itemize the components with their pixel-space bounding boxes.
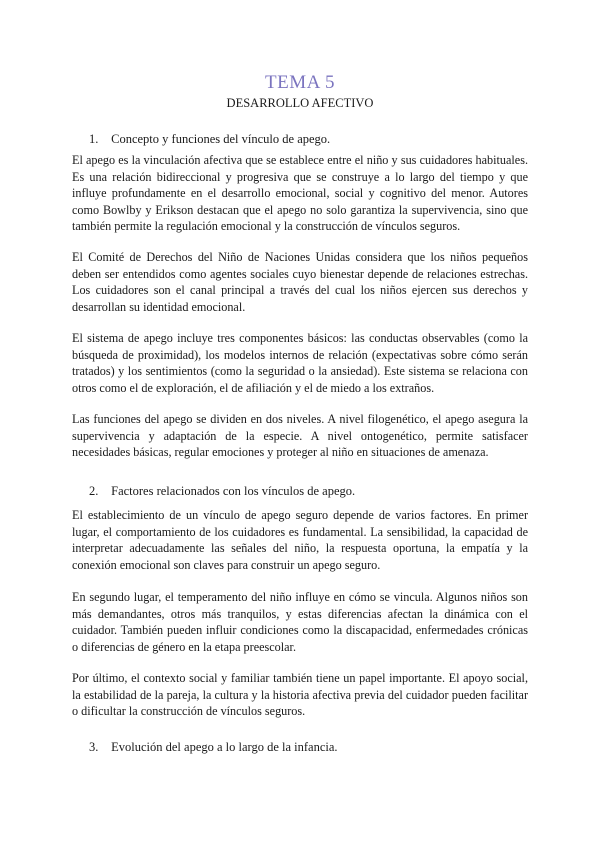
paragraph: El Comité de Derechos del Niño de Naciones Unidas considera que los niños pequeños deben ser entendidos como agentes sociales cuyo bienestar depende de relaciones estrechas. Los cuidadores son el canal principal a través del cual los niños ejercen sus derechos y desarrollan su identidad emocional. <box>72 250 528 314</box>
section-heading-text: Factores relacionados con los vínculos de apego. <box>111 484 356 498</box>
section-heading-3 <box>89 740 338 755</box>
document-subtitle: DESARROLLO AFECTIVO <box>226 96 374 110</box>
section-number: 2. <box>89 484 99 498</box>
document-title: TEMA 5 <box>264 72 336 93</box>
paragraph: El apego es la vinculación afectiva que se establece entre el niño y sus cuidadores habituales. Es una relación bidireccional y progresiva que se construye a lo largo del tiempo y que influye profundamente en el desarrollo emocional, social y cognitivo del menor. Autores como Bowlby y Erikson destacan que el apego no solo garantiza la supervivencia, sino que también permite la regulación emocional y la construcción de vínculos seguros. <box>72 153 528 233</box>
paragraph: Las funciones del apego se dividen en dos niveles. A nivel filogenético, el apego asegura la supervivencia y adaptación de la especie. A nivel ontogenético, permite satisfacer necesidades básicas, regular emociones y proteger al niño en situaciones de amenaza. <box>72 412 528 459</box>
section-number: 3. <box>89 740 99 754</box>
section-heading-1 <box>89 132 330 147</box>
paragraph: Por último, el contexto social y familiar también tiene un papel importante. El apoyo social, la estabilidad de la pareja, la cultura y la historia afectiva previa del cuidador pueden facilitar o dificultar la construcción de vínculos seguros. <box>72 671 528 718</box>
section-heading-2 <box>89 484 355 499</box>
section-number: 1. <box>89 132 99 146</box>
section-heading-text: Concepto y funciones del vínculo de apego. <box>111 132 331 146</box>
paragraph: El sistema de apego incluye tres componentes básicos: las conductas observables (como la búsqueda de proximidad), los modelos internos de relación (expectativas sobre cómo serán tratados) y los sentimientos (como la seguridad o la ansiedad). Este sistema se relaciona con otros como el de exploración, el de afiliación y el de miedo a los extraños. <box>72 331 528 395</box>
paragraph: El establecimiento de un vínculo de apego seguro depende de varios factores. En primer lugar, el comportamiento de los cuidadores es fundamental. La sensibilidad, la capacidad de interpretar adecuadamente las señales del niño, la respuesta oportuna, la empatía y la conexión emocional son claves para construir un apego seguro. <box>72 508 528 572</box>
section-heading-text: Evolución del apego a lo largo de la infancia. <box>111 740 338 754</box>
paragraph: En segundo lugar, el temperamento del niño influye en cómo se vincula. Algunos niños son más demandantes, otros más tranquilos, y estas diferencias afectan la dinámica con el cuidador. También pueden influir condiciones como la discapacidad, enfermedades crónicas o diferencias de género en la etapa preescolar. <box>72 590 528 654</box>
